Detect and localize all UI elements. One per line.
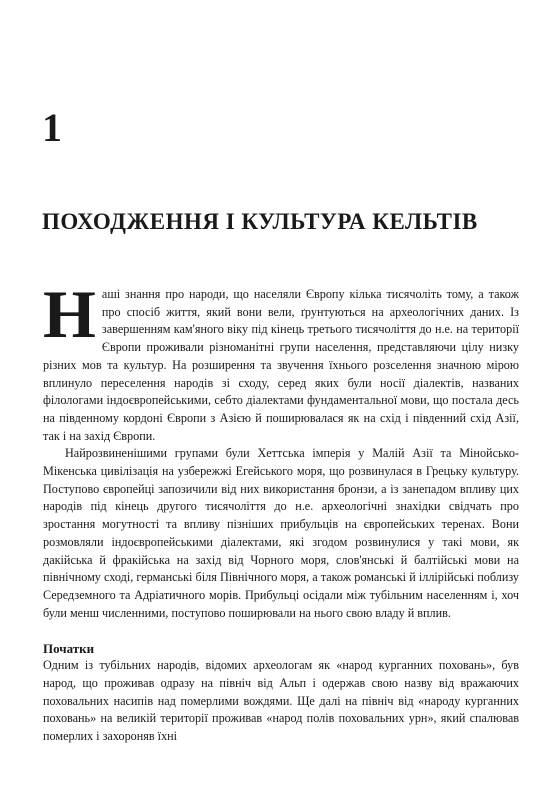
chapter-number: 1 — [42, 105, 62, 150]
chapter-title: ПОХОДЖЕННЯ І КУЛЬТУРА КЕЛЬТІВ — [42, 209, 478, 234]
intro-paragraph — [43, 276, 519, 445]
paragraph-2: Найрозвиненішими групами були Хеттська імперія у Малій Азії та Мінойсько-Мікенська цивілізація на узбережжі Егейського моря, що розвинулася в Грецьку культуру. Поступово європейці запозичили від них використання бронзи, а із занепадом впливу цих народів під кінець другого тисячоліття до н.е. археологічні знахідки свідчать про зростання могутності та впливу пізніших прибульців на європейських теренах. Вони розмовляли індоєвропейськими діалектами, які згодом розвинулися у такі мови, як дакійська й фракійська на захід від Чорного моря, слов'янські й балтійські мови на північному сході, германські біля Північного моря, а також романські й іллірійські поблизу Середземного та Адріатичного морів. Прибульці осідали між тубільним населенням і, хоч були менш численними, поступово поширювали на нього свою владу й вплив. — [43, 446, 519, 620]
section-paragraph: Одним із тубільних народів, відомих археологам як «народ курганних поховань», був народ, що проживав одразу на північ від Альп і одержав свою назву від вражаючих поховальних насипів над померлими вождями. Ще далі на північ від «народу курганних поховань» на великій території проживав «народ полів поховальних урн», який спалював померлих і захороняв їхні — [43, 658, 519, 744]
body-text — [43, 276, 519, 746]
section-heading: Початки — [43, 641, 95, 657]
intro-text: аші знання про народи, що населяли Європу кілька тисячоліть тому, а також про спосіб життя, який вони вели, ґрунтуються на археологічних даних. Із завершенням кам'яного віку під кінець третього тисячоліття до н.е. на території Європи проживали різноманітні групи населення, представляючи цілу низку різних мов та культур. На розширення та звучення їхнього розселення значною мірою вплинуло переселення народів зі сходу, серед яких були носії діалектів, названих філологами індоєвропейськими, себто діалектами фундаментальної мови, що постала десь на південному кордоні Європи з Азією й поширювалася як на схід і південний схід Азії, так і на захід Європи. — [43, 287, 519, 443]
drop-cap: Н — [43, 276, 96, 352]
